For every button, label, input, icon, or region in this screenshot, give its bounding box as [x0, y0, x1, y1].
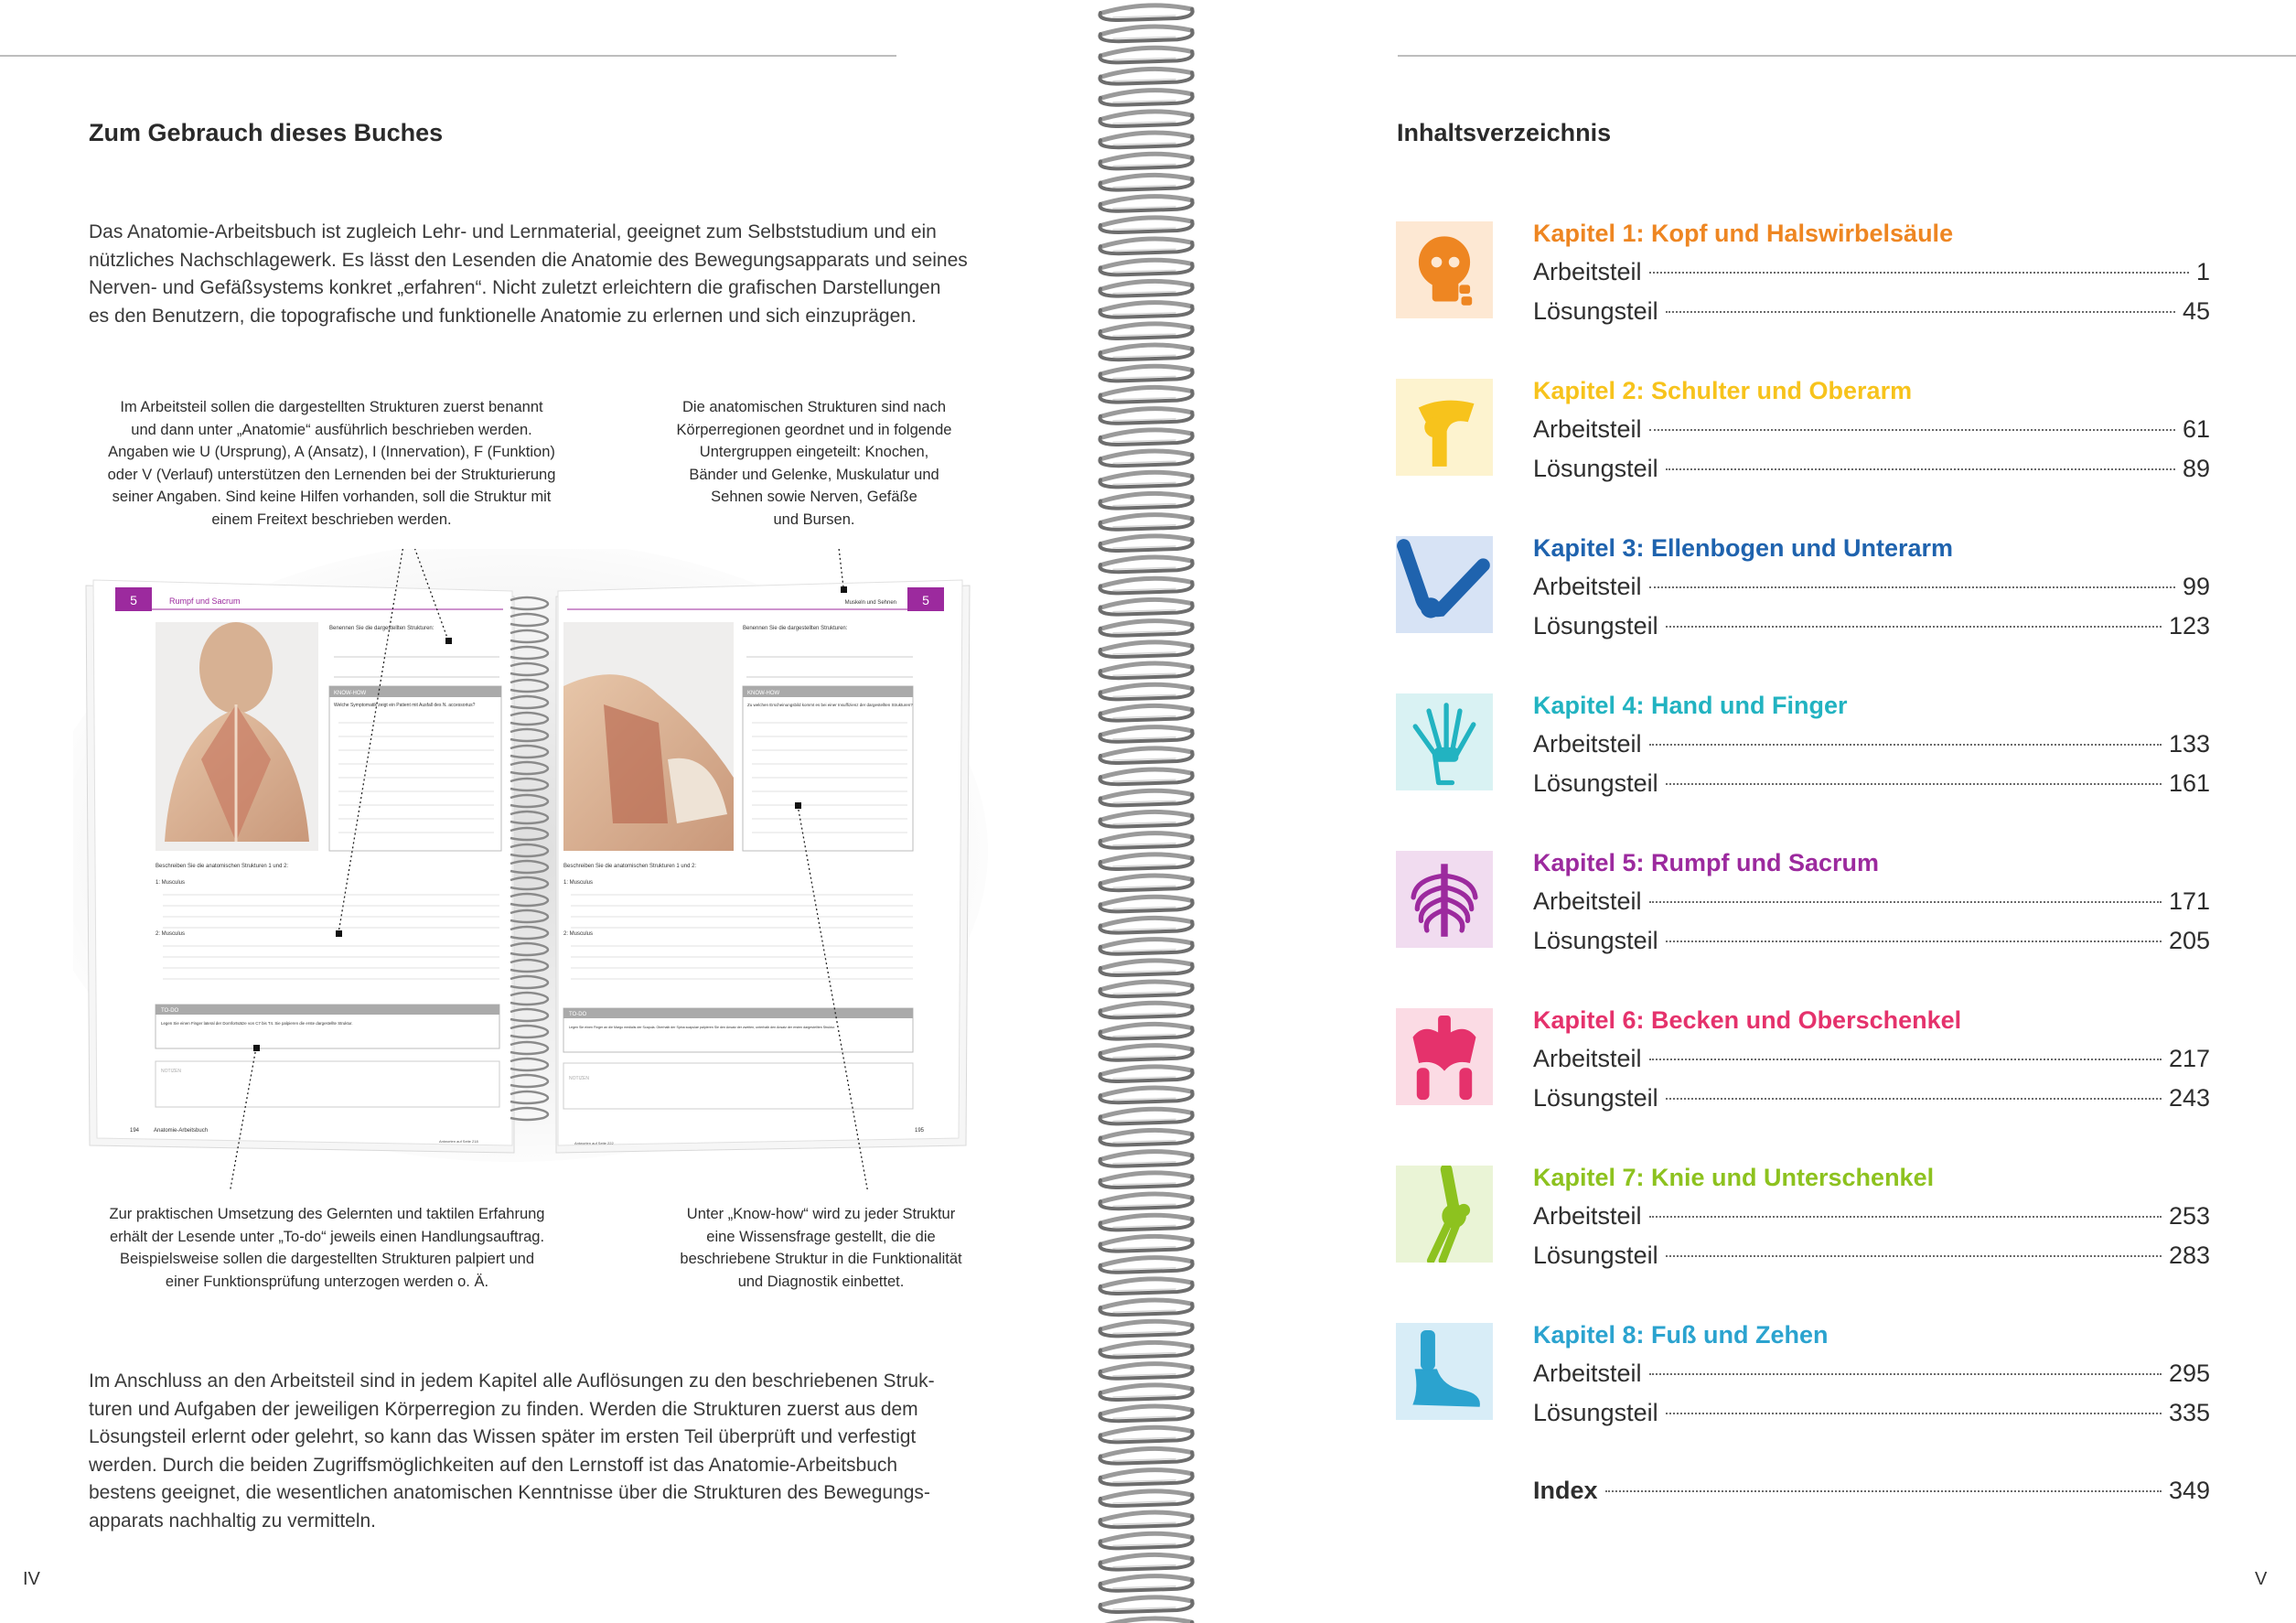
elbow-icon: [1396, 536, 1493, 633]
caption-line: Die anatomischen Strukturen sind nach: [682, 399, 946, 415]
top-rule: [0, 55, 896, 57]
spiral-coil: [1102, 48, 1192, 55]
toc-chapter: [1396, 1164, 2210, 1301]
spiral-coil: [1102, 5, 1192, 13]
toc-index-label: Index: [1533, 1477, 1598, 1504]
spiral-coil: [1102, 197, 1192, 204]
toc-entry-solutions[interactable]: [1533, 1399, 2210, 1432]
toc-entry-label: Arbeitsteil: [1533, 1202, 1642, 1230]
knee-icon: [1396, 1166, 1493, 1263]
dot-leader: [1666, 783, 2162, 785]
spiral-coil: [1102, 472, 1192, 479]
dot-leader: [1666, 1098, 2162, 1100]
dot-leader: [1649, 586, 2175, 588]
toc-chapter-title[interactable]: Kapitel 5: Rumpf und Sacrum: [1533, 849, 1880, 876]
toc-chapter: [1396, 1006, 2210, 1144]
spiral-coil: [1102, 1046, 1192, 1053]
toc-entry-page: 283: [2168, 1241, 2210, 1269]
mini-item-2-right: 2: Musculus: [563, 931, 594, 937]
spiral-coil: [1102, 1194, 1192, 1201]
toc-entry-label: Arbeitsteil: [1533, 415, 1642, 443]
spiral-coil: [1102, 1342, 1192, 1349]
toc-entry-page: 123: [2168, 612, 2210, 640]
spiral-coil: [1102, 112, 1192, 119]
toc-entry-page: 61: [2182, 415, 2210, 443]
spiral-coil: [1102, 324, 1192, 331]
toc-chapter-title[interactable]: Kapitel 4: Hand und Finger: [1533, 692, 1848, 719]
dot-leader: [1649, 272, 2189, 274]
caption-line: Sehnen sowie Nerven, Gefäße: [711, 489, 917, 505]
spiral-coil: [1102, 876, 1192, 883]
spiral-coil: [1102, 961, 1192, 968]
toc-entry-page: 99: [2182, 573, 2210, 600]
toc-entry-label: Lösungsteil: [1533, 297, 1658, 325]
dot-leader: [1666, 940, 2162, 942]
spiral-coil: [1102, 812, 1192, 819]
shoulder-icon: [1396, 379, 1493, 476]
toc-entry-solutions[interactable]: [1533, 612, 2210, 645]
toc-entry-page: 243: [2168, 1084, 2210, 1112]
toc-entry-page: 133: [2168, 730, 2210, 758]
mini-right-footer-note: Antworten auf Seite 222: [574, 1141, 614, 1145]
hand-icon: [1396, 693, 1493, 790]
mini-item-1: 1: Musculus: [156, 880, 186, 886]
caption-line: Unter „Know-how“ wird zu jeder Struktur: [686, 1206, 956, 1222]
outro-line: turen und Aufgaben der jeweiligen Körperregion zu finden. Werden die Strukturen zuerst aus dem: [89, 1398, 918, 1420]
caption-line: Zur praktischen Umsetzung des Gelernten und taktilen Erfahrung: [109, 1206, 545, 1222]
spiral-coil: [1102, 536, 1192, 543]
caption-line: und dann unter „Anatomie“ ausführlich beschrieben werden.: [131, 421, 532, 438]
mini-notes-label: NOTIZEN: [161, 1069, 181, 1074]
mini-knowhow-left: Welche Symptomatik zeigt ein Patient mit Ausfall des N. accessorius?: [334, 703, 476, 708]
caption-line: Bänder und Gelenke, Muskulatur und: [689, 466, 939, 483]
spiral-coil: [1102, 1088, 1192, 1095]
toc-entry-page: 335: [2168, 1399, 2210, 1426]
spiral-coil: [1102, 1491, 1192, 1499]
spiral-coil: [1102, 1406, 1192, 1413]
spiral-coil: [1102, 27, 1192, 34]
dot-leader: [1666, 626, 2162, 628]
caption-regions: [640, 396, 988, 531]
toc-index-page: 349: [2168, 1477, 2210, 1504]
mini-chapter-number: 5: [130, 593, 137, 607]
toc-index-line[interactable]: [1533, 1477, 2210, 1510]
dot-leader: [1666, 1255, 2162, 1257]
spiral-coil: [1102, 1003, 1192, 1010]
dot-leader: [1649, 1059, 2162, 1060]
intro-line: nützliches Nachschlagewerk. Es lässt den Lesenden die Anatomie des Bewegungsapparats und seines: [89, 249, 968, 271]
toc-entry-label: Lösungsteil: [1533, 1399, 1658, 1426]
spiral-coil: [1102, 133, 1192, 140]
toc-entry-label: Lösungsteil: [1533, 1084, 1658, 1112]
caption-todo: [73, 1203, 581, 1293]
toc-entry-label: Lösungsteil: [1533, 1241, 1658, 1269]
mini-knowhow-label-right: KNOW-HOW: [747, 691, 780, 696]
toc-entry-label: Lösungsteil: [1533, 769, 1658, 797]
caption-line: erhält der Lesende unter „To-do“ jeweils einen Handlungsauftrag.: [109, 1228, 545, 1245]
spiral-coil: [1102, 1024, 1192, 1031]
mini-right-instruction: Benennen Sie die dargestellten Strukturen:: [743, 626, 848, 631]
mini-knowhow-label: KNOW-HOW: [334, 691, 367, 696]
spiral-coil: [1102, 1427, 1192, 1435]
intro-line: Das Anatomie-Arbeitsbuch ist zugleich Lehr- und Lernmaterial, geeignet zum Selbststudium und ein: [89, 221, 937, 242]
caption-line: Beispielsweise sollen die dargestellten Strukturen palpiert und: [119, 1251, 535, 1267]
mini-item-2: 2: Musculus: [156, 931, 186, 937]
caption-line: und Diagnostik einbettet.: [737, 1273, 905, 1290]
pelvis-icon: [1396, 1008, 1493, 1105]
caption-line: eine Wissensfrage gestellt, die die: [706, 1228, 936, 1245]
toc-entry-workbook[interactable]: [1533, 1360, 2210, 1392]
open-book-illustration: [73, 549, 988, 1189]
mini-right-page-no: 195: [914, 1128, 924, 1134]
toc-entry-label: Lösungsteil: [1533, 455, 1658, 482]
spiral-coil: [1102, 684, 1192, 692]
toc-chapter: [1396, 377, 2210, 514]
toc-entry-page: 1: [2195, 258, 2210, 285]
mini-notes-label-right: NOTIZEN: [569, 1076, 589, 1081]
toc-entry-workbook[interactable]: [1533, 1045, 2210, 1078]
spiral-coil: [1102, 1321, 1192, 1328]
spiral-coil: [1102, 451, 1192, 458]
toc-entry-label: Arbeitsteil: [1533, 573, 1642, 600]
spiral-coil: [1102, 1173, 1192, 1180]
spiral-coil: [1102, 1512, 1192, 1520]
spiral-coil: [1102, 1236, 1192, 1243]
toc-chapter: [1396, 692, 2210, 829]
toc-entry-label: Arbeitsteil: [1533, 887, 1642, 915]
top-rule-right: [1398, 55, 2296, 57]
mini-left-footer-note: Antworten auf Seite 218: [439, 1139, 478, 1144]
mini-item-1-right: 1: Musculus: [563, 880, 594, 886]
dot-leader: [1666, 1413, 2162, 1414]
toc-entry-workbook[interactable]: [1533, 887, 2210, 920]
toc-entry-page: 89: [2182, 455, 2210, 482]
spiral-coil: [1102, 1215, 1192, 1222]
intro-line: Nerven- und Gefäßsystems konkret „erfahren“. Nicht zuletzt erleichtern die grafischen Darstellungen: [89, 277, 941, 298]
page-heading: Zum Gebrauch dieses Buches: [89, 119, 444, 146]
spiral-coil: [1102, 1109, 1192, 1116]
spiral-coil: [1102, 1533, 1192, 1541]
mini-left-page-no: 194: [130, 1128, 140, 1134]
page-number-right: V: [2255, 1569, 2268, 1589]
dot-leader: [1649, 744, 2162, 746]
toc-entry-solutions[interactable]: [1533, 1241, 2210, 1274]
spiral-coil: [1102, 1470, 1192, 1478]
toc-entry-page: 171: [2168, 887, 2210, 915]
spiral-coil: [1102, 303, 1192, 310]
dot-leader: [1649, 1373, 2162, 1375]
caption-line: Angaben wie U (Ursprung), A (Ansatz), I (Innervation), F (Funktion): [108, 444, 555, 460]
spiral-coil: [1102, 218, 1192, 225]
caption-line: und Bursen.: [773, 511, 855, 528]
spiral-coil: [1102, 578, 1192, 586]
spiral-coil: [1102, 1364, 1192, 1371]
mini-knowhow-right: Zu welchen Erscheinungsbild kommt es bei einer Insuffizienz der dargestellten Strukturen?: [747, 703, 913, 707]
toc-entry-page: 217: [2168, 1045, 2210, 1072]
mini-todo-label: TO-DO: [161, 1008, 179, 1014]
spiral-coil: [1102, 833, 1192, 841]
spiral-coil: [1102, 387, 1192, 394]
spiral-coil: [1102, 940, 1192, 947]
caption-naming: [73, 396, 590, 531]
toc-entry-page: 45: [2182, 297, 2210, 325]
spiral-coil: [1102, 642, 1192, 650]
spiral-coil: [1102, 621, 1192, 629]
spiral-coil: [1102, 1300, 1192, 1307]
toc-entry-solutions[interactable]: [1533, 1084, 2210, 1117]
toc-entry-solutions[interactable]: [1533, 455, 2210, 488]
dot-leader: [1666, 311, 2175, 313]
spiral-coil: [1102, 769, 1192, 777]
mini-describe-label-right: Beschreiben Sie die anatomischen Strukturen 1 und 2:: [563, 864, 697, 869]
dot-leader: [1666, 468, 2175, 470]
toc-chapter-title[interactable]: Kapitel 1: Kopf und Halswirbelsäule: [1533, 220, 1954, 247]
outro-line: apparats nachhaltig zu vermitteln.: [89, 1510, 377, 1532]
toc-chapter-title[interactable]: Kapitel 6: Becken und Oberschenkel: [1533, 1006, 1962, 1034]
toc-entry-label: Arbeitsteil: [1533, 1045, 1642, 1072]
toc-chapter: [1396, 849, 2210, 986]
toc-entry-solutions[interactable]: [1533, 297, 2210, 330]
spiral-coil: [1102, 1448, 1192, 1456]
outro-line: werden. Durch die beiden Zugriffsmöglichkeiten auf den Lernstoff ist das Anatomie-Arbeitsbuch: [89, 1454, 898, 1476]
caption-line: Körperregionen geordnet und in folgende: [676, 421, 952, 438]
toc-entry-label: Lösungsteil: [1533, 927, 1658, 954]
caption-line: oder V (Verlauf) unterstützen den Lernenden bei der Strukturierung: [107, 466, 556, 483]
mini-describe-label: Beschreiben Sie die anatomischen Strukturen 1 und 2:: [156, 864, 289, 869]
caption-line: Untergruppen eingeteilt: Knochen,: [699, 444, 929, 460]
spiral-coil: [1102, 260, 1192, 267]
caption-line: beschriebene Struktur in die Funktionalität: [680, 1251, 962, 1267]
mini-left-footer: Anatomie-Arbeitsbuch: [154, 1128, 209, 1134]
left-page: [0, 0, 1089, 1623]
caption-line: einem Freitext beschrieben werden.: [211, 511, 452, 528]
spiral-coil: [1102, 1597, 1192, 1605]
caption-line: Im Arbeitsteil sollen die dargestellten Strukturen zuerst benannt: [120, 399, 543, 415]
spiral-coil: [1102, 1152, 1192, 1159]
spiral-coil: [1102, 1258, 1192, 1265]
mini-todo-label-right: TO-DO: [569, 1012, 587, 1017]
foot-icon: [1396, 1323, 1493, 1420]
toc-chapter: [1396, 1321, 2210, 1458]
dot-leader: [1649, 429, 2175, 431]
toc-chapter: [1396, 220, 2210, 357]
spiral-coil: [1102, 1067, 1192, 1074]
toc-entry-page: 295: [2168, 1360, 2210, 1387]
toc-heading: Inhaltsverzeichnis: [1397, 119, 1612, 146]
toc-entry-label: Arbeitsteil: [1533, 1360, 1642, 1387]
toc-chapter-title[interactable]: Kapitel 2: Schulter und Oberarm: [1533, 377, 1913, 404]
spiral-coil: [1102, 748, 1192, 756]
outro-line: bestens geeignet, die wesentlichen anatomischen Kenntnisse über die Strukturen des Bewegungs-: [89, 1482, 930, 1503]
mini-left-instruction: Benennen Sie die dargestellten Strukturen:: [329, 626, 435, 631]
spiral-coil: [1102, 281, 1192, 288]
outro-line: Im Anschluss an den Arbeitsteil sind in jedem Kapitel alle Auflösungen zu den beschriebenen Struk-: [89, 1370, 935, 1392]
toc-chapter-title[interactable]: Kapitel 3: Ellenbogen und Unterarm: [1533, 534, 1954, 562]
spiral-binding: [1093, 0, 1203, 1623]
dot-leader: [1649, 901, 2162, 903]
spiral-coil: [1102, 1130, 1192, 1137]
spiral-coil: [1102, 430, 1192, 437]
toc-entry-page: 161: [2168, 769, 2210, 797]
spiral-coil: [1102, 1554, 1192, 1562]
spiral-coil: [1102, 154, 1192, 161]
caption-line: einer Funktionsprüfung unterzogen werden o. Ä.: [165, 1273, 489, 1290]
caption-line: seiner Angaben. Sind keine Hilfen vorhanden, soll die Struktur mit: [112, 489, 552, 505]
spiral-coil: [1102, 982, 1192, 989]
dot-leader: [1605, 1490, 2162, 1492]
toc-entry-workbook[interactable]: [1533, 415, 2210, 448]
toc-chapter: [1396, 534, 2210, 672]
spiral-coil: [1102, 91, 1192, 98]
toc-entry-workbook[interactable]: [1533, 573, 2210, 606]
spiral-coil: [1102, 1576, 1192, 1584]
spiral-coil: [1102, 790, 1192, 798]
toc-chapter-title[interactable]: Kapitel 8: Fuß und Zehen: [1533, 1321, 1829, 1349]
spiral-coil: [1102, 175, 1192, 182]
spiral-coil: [1102, 1385, 1192, 1392]
ribcage-icon: [1396, 851, 1493, 948]
toc-entry-workbook[interactable]: [1533, 258, 2210, 291]
spiral-coil: [1102, 69, 1192, 76]
outro-paragraph: [89, 1368, 1022, 1535]
mini-chapter-number-right: 5: [922, 593, 929, 607]
spiral-coil: [1102, 918, 1192, 925]
toc-entry-page: 205: [2168, 927, 2210, 954]
mini-todo-left: Legen Sie einen Finger lateral der Dornfortsätze von C7 bis T4. Sie palpieren die erste dargestellte Struktur.: [161, 1021, 353, 1026]
spiral-coil: [1102, 705, 1192, 713]
toc-entry-page: 253: [2168, 1202, 2210, 1230]
page-number-left: IV: [23, 1569, 40, 1589]
spiral-coil: [1102, 663, 1192, 671]
spiral-coil: [1102, 557, 1192, 564]
spiral-coil: [1102, 239, 1192, 246]
outro-line: Lösungsteil erlernt oder gelehrt, so kann das Wissen später im ersten Teil überprüft und verfestigt: [89, 1426, 917, 1447]
spiral-coil: [1102, 599, 1192, 607]
caption-knowhow: [654, 1203, 988, 1293]
spiral-coil: [1102, 854, 1192, 862]
spiral-coil: [1102, 1279, 1192, 1286]
spiral-coil: [1102, 409, 1192, 416]
dot-leader: [1649, 1216, 2162, 1218]
mini-todo-right: Legen Sie einen Finger an die Margo medialis der Scapula. Oberhalb der Spina scapulae palpieren Sie den Ansatz der zweiten, unterhalb den Ansatz der ersten dargestellten Struktur.: [569, 1026, 836, 1029]
toc-chapter-title[interactable]: Kapitel 7: Knie und Unterschenkel: [1533, 1164, 1935, 1191]
intro-paragraph: [89, 219, 1022, 330]
toc-entry-label: Arbeitsteil: [1533, 258, 1642, 285]
spiral-coil: [1102, 345, 1192, 352]
spiral-coil: [1102, 366, 1192, 373]
spiral-coil: [1102, 1618, 1192, 1623]
spiral-coil: [1102, 493, 1192, 500]
spiral-coil: [1102, 515, 1192, 522]
toc-entry-label: Lösungsteil: [1533, 612, 1658, 640]
intro-line: es den Benutzern, die topografische und funktionelle Anatomie zu erlernen und sich einzuprägen.: [89, 305, 917, 327]
mini-right-header: Muskeln und Sehnen: [844, 600, 896, 606]
spiral-coil: [1102, 727, 1192, 735]
spiral-coil: [1102, 897, 1192, 904]
toc-entry-solutions[interactable]: [1533, 927, 2210, 960]
mini-chapter-name: Rumpf und Sacrum: [169, 597, 241, 606]
toc-entry-label: Arbeitsteil: [1533, 730, 1642, 758]
toc-entry-solutions[interactable]: [1533, 769, 2210, 802]
toc-entry-workbook[interactable]: [1533, 1202, 2210, 1235]
toc-entry-workbook[interactable]: [1533, 730, 2210, 763]
skull-icon: [1396, 221, 1493, 318]
